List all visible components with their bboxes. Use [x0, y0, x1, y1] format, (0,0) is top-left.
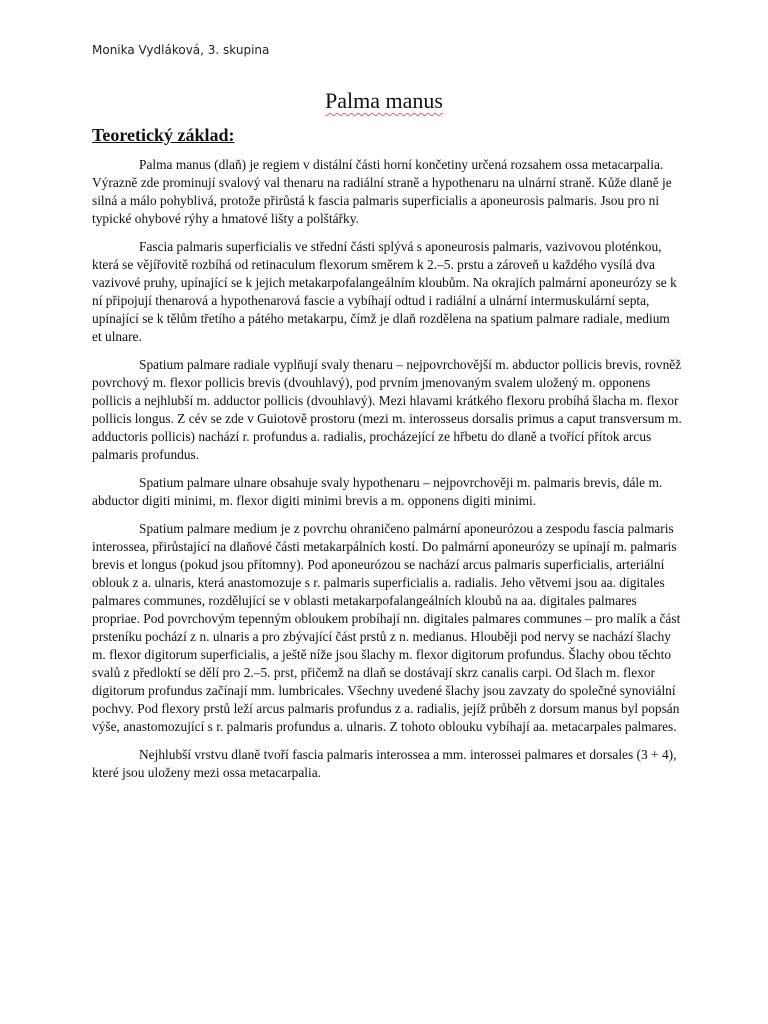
document-title [0, 88, 768, 114]
paragraph: Fascia palmaris superficialis ve střední části splývá s aponeurosis palmaris, vazivovou ploténkou, která se vějířovitě rozbíhá od retinaculum flexorum směrem k 2.–5. prstu a zároveň u každého vysílá dva vazivové pruhy, upínající se k jejich metakarpofalangeálním kloubům. Na okrajích palmární aponeurózy se k ní připojují thenarová a hypothenarová fascie a vybíhají odtud i radiální a ulnární intermuskulární septa, upínající se k tělům třetího a pátého metakarpu, čímž je dlaň rozdělena na spatium palmare radiale, medium et ulnare. [92, 239, 677, 344]
paragraph: Spatium palmare radiale vyplňují svaly thenaru – nejpovrchovější m. abductor pollicis brevis, rovněž povrchový m. flexor pollicis brevis (dvouhlavý), pod prvním jmenovaným svalem uložený m. opponens pollicis a nejhlubší m. adductor pollicis (dvouhlavý). Mezi hlavami krátkého flexoru probíhá šlacha m. flexor pollicis longus. Z cév se zde v Guiotově prostoru (mezi m. interosseus dorsalis primus a caput transversum m. adductoris pollicis) nachází r. profundus a. radialis, procházející ze hřbetu do dlaně a tvořící přítok arcus palmaris profundus. [92, 357, 682, 462]
section-heading: Teoretický základ: [92, 125, 235, 145]
paragraph: Spatium palmare medium je z povrchu ohraničeno palmární aponeurózou a zespodu fascia palmaris interossea, přirůstající na dlaňové části metakarpálních kostí. Do palmární aponeurózy se upínají m. palmaris brevis et longus (pokud jsou přítomny). Pod aponeurózou se nachází arcus palmaris superficialis, arteriální oblouk z a. ulnaris, která anastomozuje s r. palmaris superficialis a. radialis. Jeho větvemi jsou aa. digitales palmares communes, rozdělující se v oblasti metakarpofalangeálních kloubů na aa. digitales palmares propriae. Pod povrchovým tepenným obloukem probíhají nn. digitales palmares communes – pro malík a část prsteníku pochází z n. ulnaris a pro zbývající část prstů z n. medianus. Hlouběji pod nervy se nachází šlachy m. flexor digitorum superficialis, a ještě níže jsou šlachy m. flexor digitorum profundus. Šlachy obou těchto svalů z předloktí se dělí pro 2.–5. prst, přičemž na dlaň se dostávají skrz canalis carpi. Od šlach m. flexor digitorum profundus začínají mm. lumbricales. Všechny uvedené šlachy jsou zavzaty do společné synoviální pochvy. Pod flexory prstů leží arcus palmaris profundus z a. radialis, jejíž průběh z dorsum manus byl popsán výše, anastomozující s r. palmaris profundus a. ulnaris. Z tohoto oblouku vybíhají aa. metacarpales palmares. [92, 521, 681, 734]
author-line: Monika Vydláková, 3. skupina [92, 43, 270, 57]
paragraph: Spatium palmare ulnare obsahuje svaly hypothenaru – nejpovrchověji m. palmaris brevis, dále m. abductor digiti minimi, m. flexor digiti minimi brevis a m. opponens digiti minimi. [92, 475, 663, 508]
document-body [92, 156, 682, 792]
paragraph: Nejhlubší vrstvu dlaně tvoří fascia palmaris interossea a mm. interossei palmares et dorsales (3 + 4), které jsou uloženy mezi ossa metacarpalia. [92, 747, 677, 780]
paragraph: Palma manus (dlaň) je regiem v distální části horní končetiny určená rozsahem ossa metacarpalia. Výrazně zde prominují svalový val thenaru na radiální straně a hypothenaru na ulnární straně. Kůže dlaně je silná a málo pohyblivá, protože přirůstá k fascia palmaris superficialis a aponeurosis palmaris. Jsou pro ni typické ohybové rýhy a hmatové lišty a polštářky. [92, 157, 672, 226]
document-title-text: Palma manus [325, 88, 443, 113]
